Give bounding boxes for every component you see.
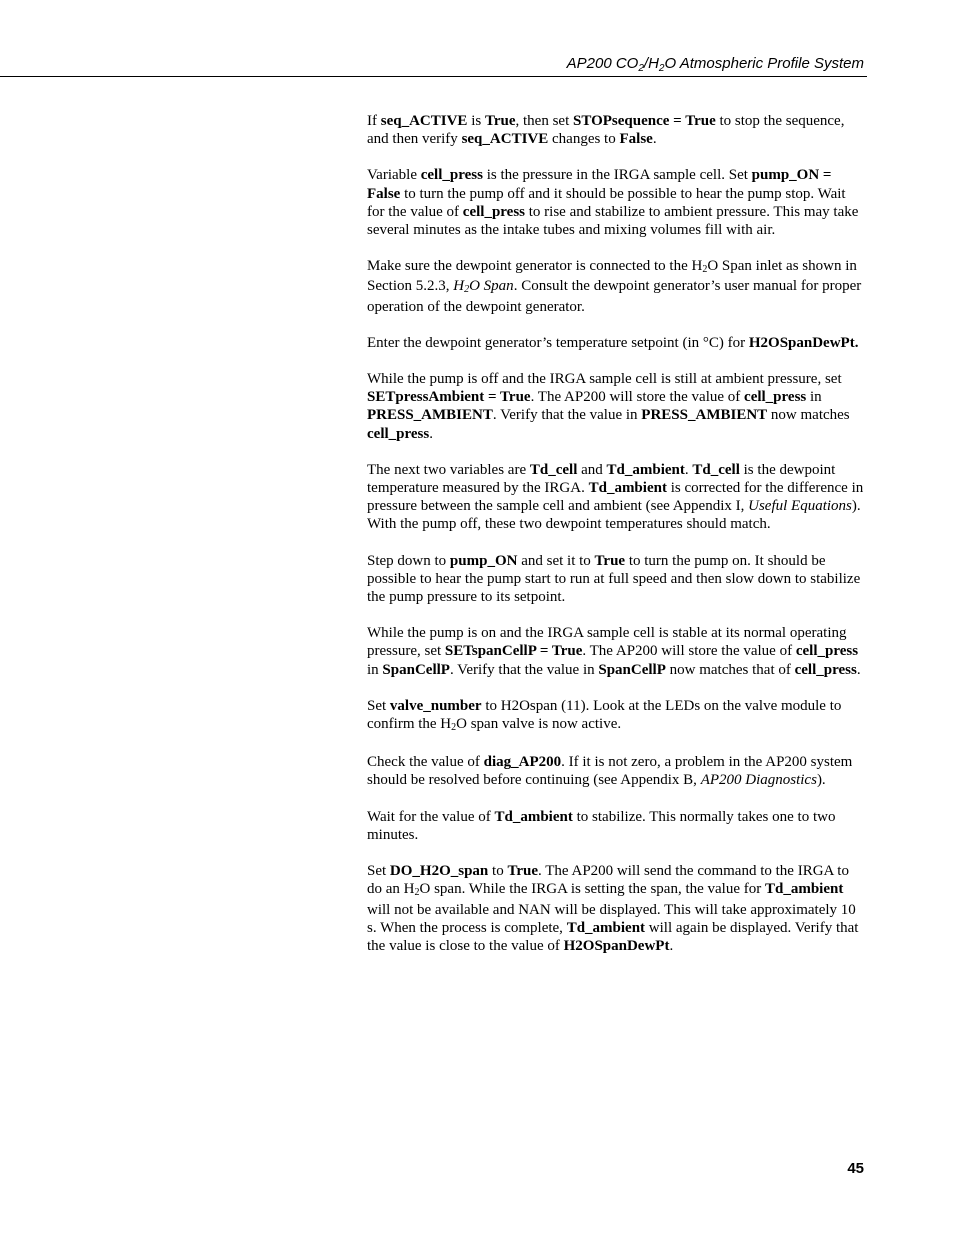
text-run: . [669,937,674,954]
bold-term: H2OSpanDewPt [748,334,855,351]
text-run: . If it is not zero, a problem in the AP200 system should be resolved before continuing (see Appendix B, [367,754,853,789]
text-run: . [652,131,657,148]
bold-term: diag_AP200 [483,754,562,771]
italic-text: AP200 Diagnostics [700,772,817,789]
bold-term: PRESS_AMBIENT [367,407,493,424]
bold-term: Td_ambient [588,480,667,497]
text-run: Set [367,697,390,714]
bold-term: H2OSpanDewPt [563,937,670,954]
subscript: 2 [451,722,457,734]
text-run: to H2Ospan (11). Look at the LEDs on the valve module to confirm the H [367,697,842,733]
text-run: and set it to [517,552,595,569]
text-run: now matches that of [665,661,795,678]
text-run: now matches [767,407,850,424]
text-run: is the dewpoint temperature measured by the IRGA. [367,461,836,497]
text-run: . Consult the dewpoint generator’s user manual for proper operation of the dewpoint generator. [367,278,862,315]
bold-term: Td_cell [529,461,578,478]
body-paragraph [367,112,865,148]
text-run: will again be displayed. Verify that the value is close to the value of [367,919,859,954]
text-run: is corrected for the difference in pressure between the sample cell and ambient (see Appendix I, [367,480,864,515]
header-title-part: O Atmospheric Profile System [664,55,864,72]
text-run: Check the value of [367,754,484,771]
bold-term: True [507,863,539,880]
bold-term: Td_ambient [494,808,573,825]
text-run: O Span inlet as shown in Section 5.2.3, [367,258,857,295]
bold-term: pump_ON [449,552,518,569]
header-subscript: 2 [638,63,644,74]
body-paragraph [367,808,865,844]
body-paragraph [367,753,865,789]
header-rule [0,76,867,77]
text-run: will not be available and NAN will be displayed. This will take approximately 10 s. When the process is complete, [367,901,856,936]
body-paragraph [367,370,865,443]
text-run: . [429,425,433,442]
bold-term: SETpressAmbient = True [367,389,531,406]
text-run: . Verify that the value in [449,661,599,678]
bold-term: seq_ACTIVE [461,131,549,148]
bold-term: valve_number [389,697,482,714]
subscript: 2 [464,284,470,296]
text-run: and [577,461,607,478]
body-paragraph [367,257,865,316]
text-run: Set [367,863,390,880]
text-run: The next two variables are [367,461,530,478]
bold-term: SpanCellP [598,661,666,678]
bold-term: cell_press [462,203,526,220]
bold-term: seq_ACTIVE [380,113,468,129]
text-run: Make sure the dewpoint generator is connected to the H [367,258,703,275]
bold-term: cell_press [367,425,430,442]
text-run: While the pump is on and the IRGA sample cell is stable at its normal operating pressure, set [367,625,847,660]
bold-term: DO_H2O_span [389,863,489,880]
bold-term: True [594,552,626,569]
text-run: . [856,661,861,678]
text-run: in [806,389,822,406]
text-run: . The AP200 will store the value of [582,643,796,660]
bold-term: Td_ambient [765,881,844,898]
page-number: 45 [847,1160,864,1177]
bold-term: Td_cell [692,461,740,478]
text-run: to stabilize. This normally takes one to two minutes. [367,808,836,843]
bold-term: False [619,131,653,148]
bold-term: True [484,113,516,129]
bold-term: PRESS_AMBIENT [641,407,768,424]
body-paragraph [367,552,865,607]
text-run: to [488,863,508,880]
header-title-part: AP200 CO [566,55,639,72]
text-run: . The AP200 will send the command to the IRGA to do an H [367,863,849,898]
text-run: changes to [548,131,620,148]
text-run: in [367,661,383,678]
body-paragraph [367,697,865,735]
bold-term: pump_ON = False [367,167,832,202]
body-paragraph [367,461,865,534]
body-paragraph [367,862,865,955]
bold-term: cell_press [794,661,857,678]
header-title-part: /H [643,55,659,72]
bold-term: SETspanCellP = True [444,643,583,660]
text-run: Wait for the value of [367,808,495,825]
body-paragraph [367,166,865,239]
text-run: , then set [515,113,574,129]
text-run: to turn the pump on. It should be possible to hear the pump start to run at full speed and then slow down to stabilize the pump pressure to its setpoint. [367,552,861,606]
italic-text: O Span [469,278,514,295]
text-run: Enter the dewpoint generator’s temperature setpoint (in °C) for [367,334,749,351]
text-run: . Verify that the value in [492,407,642,424]
text-run: ). [816,772,826,789]
text-run: Step down to [367,552,450,569]
subscript: 2 [702,264,708,276]
body-paragraph [367,334,865,352]
text-run: to rise and stabilize to ambient pressure. This may take several minutes as the intake tubes and mixing volumes fill with air. [367,203,859,239]
bold-term: cell_press [420,167,483,184]
text-run: . The AP200 will store the value of [530,389,745,406]
text-run: If [367,113,381,129]
text-run: to turn the pump off and it should be possible to hear the pump stop. Wait for the value of [367,185,846,220]
text-run: Variable [367,167,421,184]
body-text [367,112,865,973]
subscript: 2 [414,887,420,899]
text-run: is [467,113,485,129]
text-run: . [684,461,693,478]
body-paragraph [367,624,865,679]
text-run: ). With the pump off, these two dewpoint temperatures should match. [367,498,861,533]
bold-term: Td_ambient [606,461,685,478]
italic-text: Useful Equations [748,498,852,515]
running-header [567,55,864,72]
bold-term: SpanCellP [382,661,450,678]
header-subscript: 2 [658,63,665,74]
italic-text: H [453,278,465,295]
bold-term: . [854,334,859,351]
text-run: O span. While the IRGA is setting the span, the value for [419,881,765,898]
bold-term: cell_press [795,643,859,660]
text-run: O span valve is now active. [456,716,622,733]
bold-term: STOPsequence = True [573,113,716,129]
bold-term: cell_press [744,389,807,406]
text-run: is the pressure in the IRGA sample cell. Set [482,167,752,184]
text-run: While the pump is off and the IRGA sample cell is still at ambient pressure, set [367,371,842,388]
text-run: to stop the sequence, and then verify [367,113,845,148]
bold-term: Td_ambient [566,919,646,936]
